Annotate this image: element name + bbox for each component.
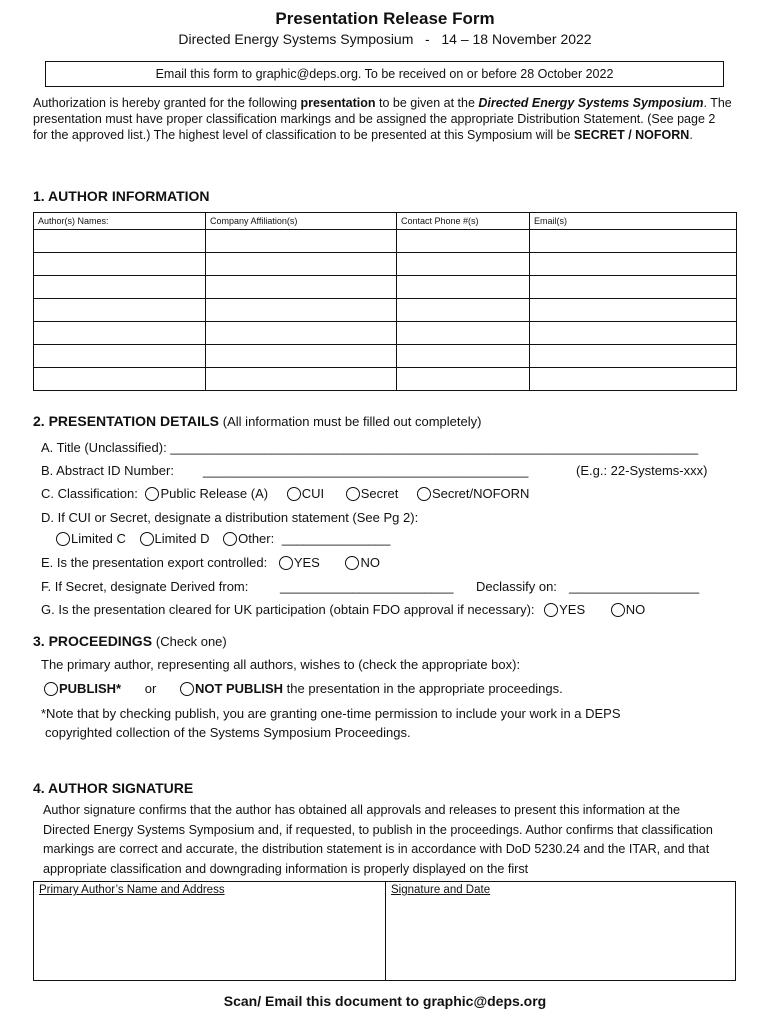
classification-public-radio[interactable] [145, 487, 159, 501]
phone-field[interactable] [397, 299, 530, 322]
section-presentation-details-title: 2. PRESENTATION DETAILS (All information must be filled out completely) [33, 413, 482, 429]
author-name-field[interactable] [34, 253, 206, 276]
abstract-id-input[interactable]: _____________________________________________ [203, 463, 529, 478]
column-header-author-names: Author(s) Names: [34, 213, 206, 230]
company-field[interactable] [206, 322, 397, 345]
classification-line: C. Classification: Public Release (A) CUI Secret Secret/NOFORN [41, 486, 530, 501]
table-row [34, 230, 737, 253]
company-field[interactable] [206, 230, 397, 253]
author-name-field[interactable] [34, 299, 206, 322]
column-header-company: Company Affiliation(s) [206, 213, 397, 230]
table-row [34, 368, 737, 391]
title-input[interactable]: _________________________________________________________________________ [170, 440, 699, 455]
phone-field[interactable] [397, 230, 530, 253]
signature-date-label: Signature and Date [391, 884, 491, 896]
phone-field[interactable] [397, 345, 530, 368]
limited-d-radio[interactable] [140, 532, 154, 546]
abstract-id-line: B. Abstract ID Number: [41, 463, 174, 478]
declassify-label: Declassify on: [476, 579, 557, 594]
author-name-field[interactable] [34, 345, 206, 368]
export-yes-radio[interactable] [279, 556, 293, 570]
table-row [34, 345, 737, 368]
classification-cui-radio[interactable] [287, 487, 301, 501]
form-title: Presentation Release Form [275, 9, 495, 28]
signature-date-field[interactable] [386, 882, 495, 980]
derived-from-input[interactable]: ________________________ [280, 579, 454, 594]
event-subtitle: Directed Energy Systems Symposium - 14 – 18 November 2022 [178, 31, 592, 47]
phone-field[interactable] [397, 253, 530, 276]
derived-from-line: F. If Secret, designate Derived from: [41, 579, 249, 594]
title-line: A. Title (Unclassified): _________________________________________________________________________ [41, 440, 699, 455]
declassify-input[interactable]: __________________ [569, 579, 700, 594]
email-field[interactable] [530, 368, 737, 391]
classification-secret-noforn-radio[interactable] [417, 487, 431, 501]
email-field[interactable] [530, 345, 737, 368]
uk-yes-radio[interactable] [544, 603, 558, 617]
limited-c-radio[interactable] [56, 532, 70, 546]
company-field[interactable] [206, 299, 397, 322]
distribution-options-line: Limited C Limited D Other: _______________ [56, 531, 390, 546]
phone-field[interactable] [397, 322, 530, 345]
table-row [34, 299, 737, 322]
email-field[interactable] [530, 276, 737, 299]
table-row [34, 322, 737, 345]
primary-author-name-address-field[interactable] [34, 882, 386, 980]
export-controlled-line: E. Is the presentation export controlled: YES NO [41, 555, 380, 570]
column-header-email: Email(s) [530, 213, 737, 230]
section-author-information-title: 1. AUTHOR INFORMATION [33, 188, 210, 204]
other-radio[interactable] [223, 532, 237, 546]
distribution-statement-line: D. If CUI or Secret, designate a distribution statement (See Pg 2): [41, 510, 419, 525]
phone-field[interactable] [397, 276, 530, 299]
signature-table [33, 881, 736, 981]
uk-participation-line: G. Is the presentation cleared for UK participation (obtain FDO approval if necessary): YES NO [41, 602, 646, 617]
column-header-phone: Contact Phone #(s) [397, 213, 530, 230]
company-field[interactable] [206, 345, 397, 368]
proceedings-instruction: The primary author, representing all authors, wishes to (check the appropriate box): [41, 657, 521, 672]
primary-author-label: Primary Author’s Name and Address [39, 884, 225, 896]
table-row [34, 276, 737, 299]
author-name-field[interactable] [34, 368, 206, 391]
not-publish-radio[interactable] [180, 682, 194, 696]
company-field[interactable] [206, 368, 397, 391]
footer-instruction: Scan/ Email this document to graphic@deps.org [223, 993, 547, 1009]
authorization-paragraph: Authorization is hereby granted for the following presentation to be given at the Directed Energy Systems Symposium. The presentation must have proper classification markings and be assigned the appropriate Distribution Statement. (See page 2 for the approved list.) The highest level of classification to be presented at this Symposium will be SECRET / NOFORN. [33, 96, 732, 142]
author-name-field[interactable] [34, 276, 206, 299]
classification-secret-radio[interactable] [346, 487, 360, 501]
table-row [34, 253, 737, 276]
section-author-signature-title: 4. AUTHOR SIGNATURE [33, 780, 194, 796]
email-field[interactable] [530, 299, 737, 322]
email-field[interactable] [530, 253, 737, 276]
company-field[interactable] [206, 276, 397, 299]
proceedings-options-line: PUBLISH* or NOT PUBLISH the presentation in the appropriate proceedings. [44, 681, 563, 696]
publish-radio[interactable] [44, 682, 58, 696]
publish-footnote-1: *Note that by checking publish, you are granting one-time permission to include your work in a DEPS [41, 706, 621, 721]
author-table-header [34, 213, 737, 230]
uk-no-radio[interactable] [611, 603, 625, 617]
other-input[interactable]: _______________ [281, 531, 391, 546]
phone-field[interactable] [397, 368, 530, 391]
abstract-id-example: (E.g.: 22-Systems-xxx) [576, 463, 708, 478]
publish-footnote-2: copyrighted collection of the Systems Symposium Proceedings. [45, 725, 411, 740]
email-field[interactable] [530, 322, 737, 345]
company-field[interactable] [206, 253, 397, 276]
author-name-field[interactable] [34, 230, 206, 253]
email-notice-box: Email this form to graphic@deps.org. To be received on or before 28 October 2022 [45, 61, 724, 87]
export-no-radio[interactable] [345, 556, 359, 570]
email-field[interactable] [530, 230, 737, 253]
author-name-field[interactable] [34, 322, 206, 345]
author-information-table [33, 212, 737, 391]
signature-confirmation-text: Author signature confirms that the author has obtained all approvals and releases to present this information at the Directed Energy Systems Symposium and, if requested, to publish in the proceedings. Author confirms that classification markings are correct and accurate, the distribution statement is in accordance with DoD 5230.24 and the ITAR, and that appropriate classification and downgrading information is properly displayed on the first [43, 803, 713, 876]
section-proceedings-title: 3. PROCEEDINGS (Check one) [33, 633, 227, 649]
